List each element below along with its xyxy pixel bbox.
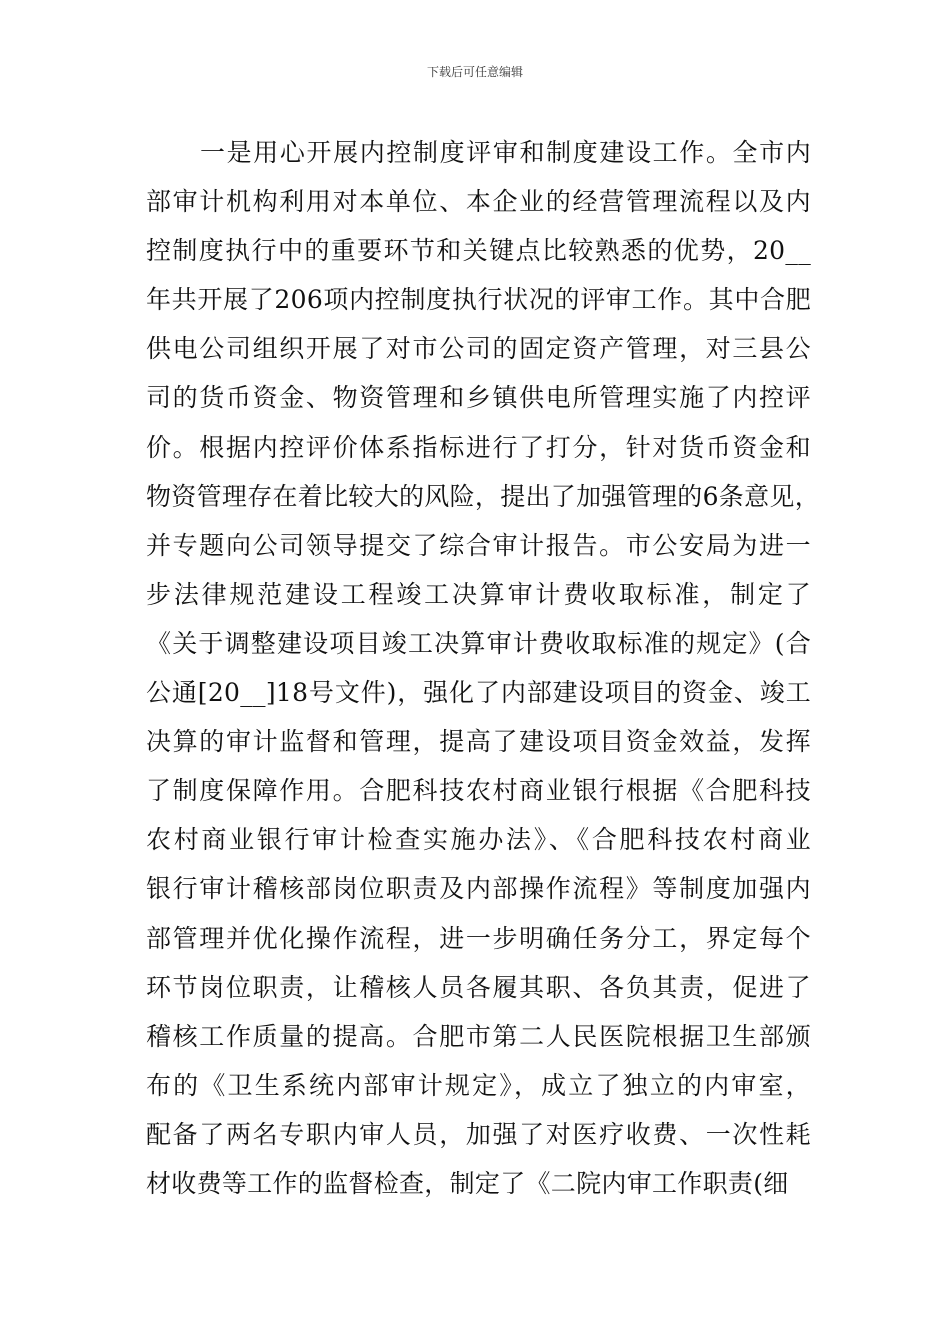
text-line: 了制度保障作用。合肥科技农村商业银行根据《合肥科技 [146, 776, 811, 806]
text-line: 环节岗位职责，让稽核人员各履其职、各负其责，促进了 [146, 972, 811, 1002]
text-line: 《关于调整建设项目竣工决算审计费收取标准的规定》(合 [146, 628, 811, 658]
text-line: 农村商业银行审计检查实施办法》、《合肥科技农村商业 [146, 825, 811, 855]
text-line: 价。根据内控评价体系指标进行了打分，针对货币资金和 [146, 432, 811, 462]
text-line: 司的货币资金、物资管理和乡镇供电所管理实施了内控评 [146, 383, 811, 413]
text-line: 步法律规范建设工程竣工决算审计费收取标准，制定了 [146, 579, 811, 609]
text-line: 公通[20__]18号文件)，强化了内部建设项目的资金、竣工 [146, 678, 811, 708]
text-line: 材收费等工作的监督检查，制定了《二院内审工作职责(细 [146, 1168, 789, 1198]
text-line: 部管理并优化操作流程，进一步明确任务分工，界定每个 [146, 923, 811, 953]
text-line: 部审计机构利用对本单位、本企业的经营管理流程以及内 [146, 187, 811, 217]
text-line: 配备了两名专职内审人员，加强了对医疗收费、一次性耗 [146, 1119, 811, 1149]
text-line: 年共开展了206项内控制度执行状况的评审工作。其中合肥 [146, 285, 811, 315]
body-text [146, 128, 821, 1208]
text-line: 银行审计稽核部岗位职责及内部操作流程》等制度加强内 [146, 874, 811, 904]
text-line: 布的《卫生系统内部审计规定》，成立了独立的内审室， [146, 1070, 811, 1100]
text-line: 供电公司组织开展了对市公司的固定资产管理，对三县公 [146, 334, 811, 364]
text-line: 一是用心开展内控制度评审和制度建设工作。全市内 [200, 138, 811, 167]
text-line: 物资管理存在着比较大的风险，提出了加强管理的6条意见， [146, 481, 821, 511]
text-line: 控制度执行中的重要环节和关键点比较熟悉的优势，20__ [146, 236, 811, 266]
page-header: 下载后可任意编辑 [426, 65, 523, 79]
text-line: 并专题向公司领导提交了综合审计报告。市公安局为进一 [146, 530, 811, 560]
text-line: 稽核工作质量的提高。合肥市第二人民医院根据卫生部颁 [146, 1021, 811, 1051]
text-line: 决算的审计监督和管理，提高了建设项目资金效益，发挥 [146, 727, 811, 757]
